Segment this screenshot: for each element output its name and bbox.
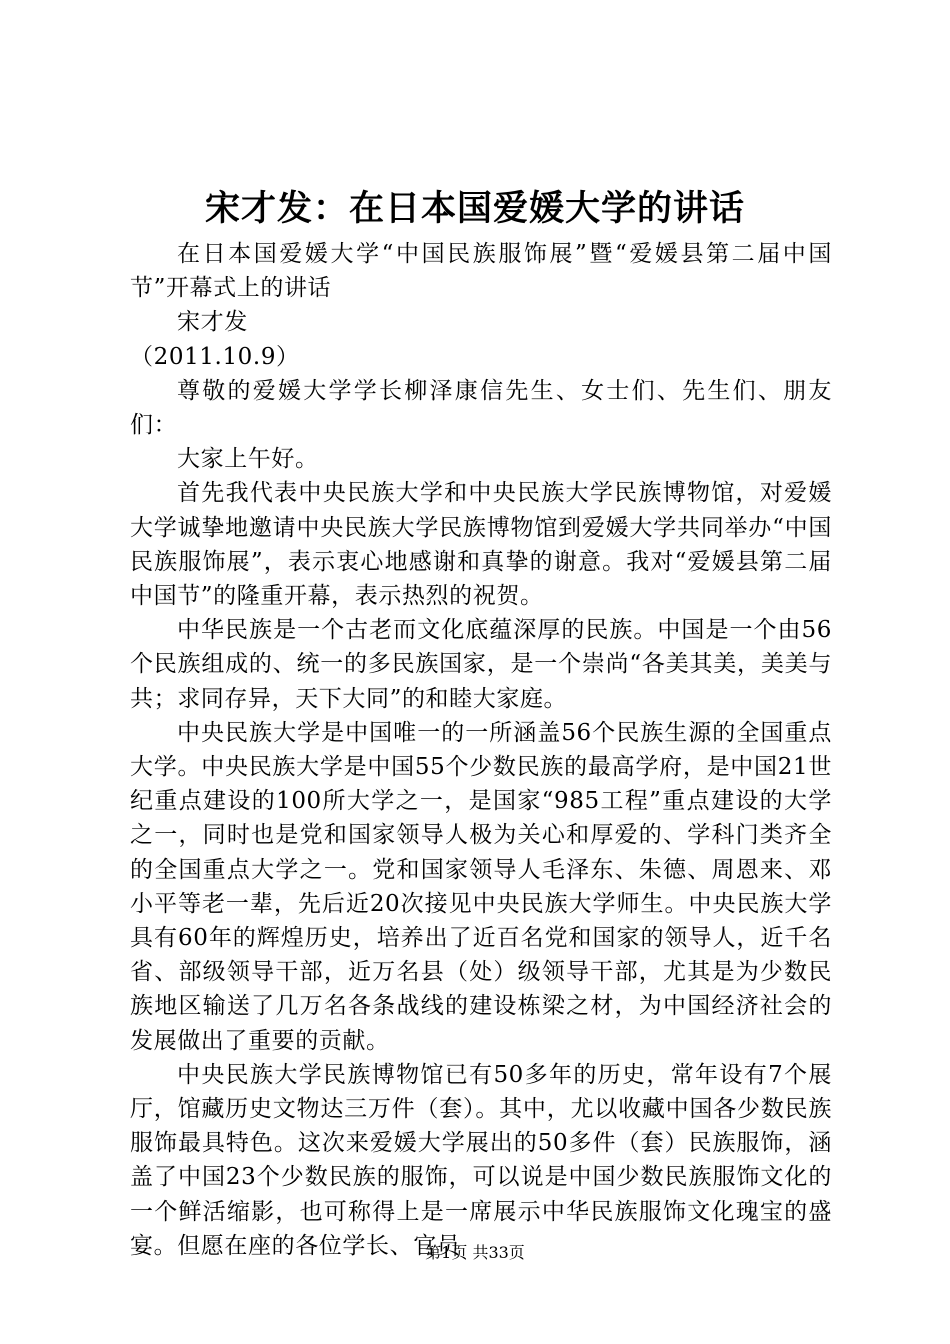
paragraph: 中央民族大学民族博物馆已有50多年的历史，常年设有7个展厅，馆藏历史文物达三万件（套）。其中，尤以收藏中国各少数民族服饰最具特色。这次来爱媛大学展出的50多件（套）民族服饰，涵盖了中国23个少数民族的服饰，可以说是中国少数民族服饰文化的一个鲜活缩影，也可称得上是一席展示中华民族服饰文化瑰宝的盛宴。但愿在座的各位学长、官员 xyxy=(130,1061,832,1259)
page-footer: 第1页 共33页 xyxy=(425,1243,525,1262)
document-date: （2011.10.9） xyxy=(130,343,300,370)
document-subtitle: 在日本国爱媛大学“中国民族服饰展”暨“爱媛县第二届中国节”开幕式上的讲话 xyxy=(130,241,832,302)
document-body xyxy=(130,237,832,1263)
salutation: 尊敬的爱媛大学学长柳泽康信先生、女士们、先生们、朋友们： xyxy=(130,377,832,439)
paragraph: 中华民族是一个古老而文化底蕴深厚的民族。中国是一个由56个民族组成的、统一的多民族国家，是一个崇尚“各美其美，美美与共；求同存异，天下大同”的和睦大家庭。 xyxy=(130,617,832,712)
greeting: 大家上午好。 xyxy=(177,446,319,473)
document-title: 宋才发：在日本国爱媛大学的讲话 xyxy=(204,188,745,229)
paragraph: 首先我代表中央民族大学和中央民族大学民族博物馆，对爱媛大学诚挚地邀请中央民族大学民族博物馆到爱媛大学共同举办“中国民族服饰展”，表示衷心地感谢和真挚的谢意。我对“爱媛县第二届中国节”的隆重开幕，表示热烈的祝贺。 xyxy=(130,480,832,610)
document-author: 宋才发 xyxy=(177,309,248,336)
paragraph: 中央民族大学是中国唯一的一所涵盖56个民族生源的全国重点大学。中央民族大学是中国55个少数民族的最高学府，是中国21世纪重点建设的100所大学之一，是国家“985工程”重点建设的大学之一，同时也是党和国家领导人极为关心和厚爱的、学科门类齐全的全国重点大学之一。党和国家领导人毛泽东、朱德、周恩来、邓小平等老一辈，先后近20次接见中央民族大学师生。中央民族大学具有60年的辉煌历史，培养出了近百名党和国家的领导人，近千名省、部级领导干部，近万名县（处）级领导干部，尤其是为少数民族地区输送了几万名各条战线的建设栋梁之材，为中国经济社会的发展做出了重要的贡献。 xyxy=(130,719,832,1054)
